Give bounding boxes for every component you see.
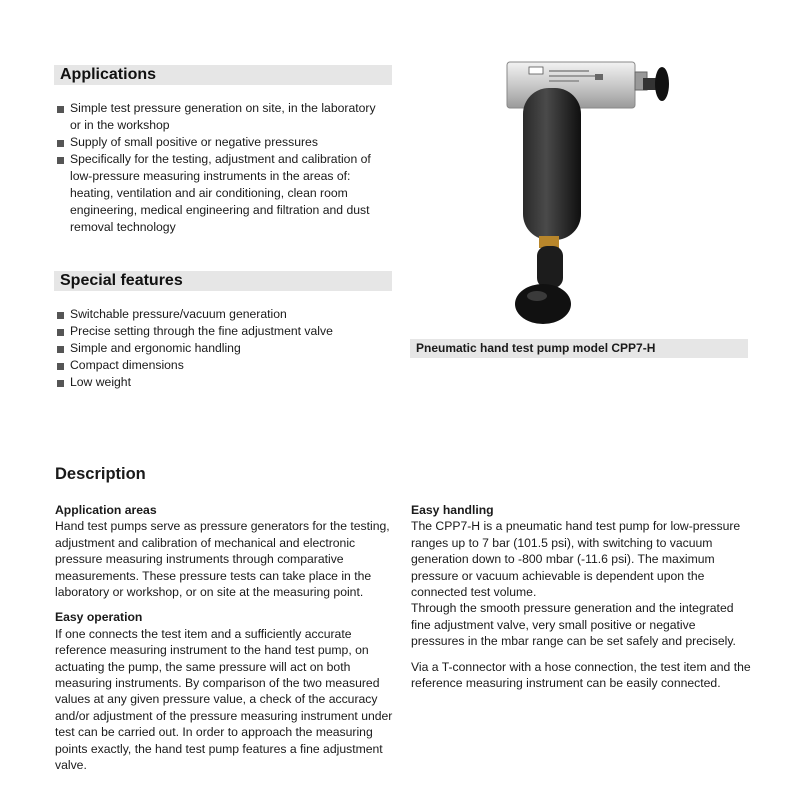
easy-handling-text: Via a T-connector with a hose connection, the test item and the reference measuring instrument can be easily connected. bbox=[411, 659, 751, 691]
pump-plunger-handle bbox=[515, 246, 571, 324]
list-item: Supply of small positive or negative pressures bbox=[57, 134, 387, 151]
description-left-column bbox=[55, 502, 395, 774]
application-areas-text: Hand test pumps serve as pressure generators for the testing, adjustment and calibration of mechanical and electronic pressure measuring instruments through comparative measurements. These pressure tests can take place in the laboratory or workshop, or on site at the measuring point. bbox=[55, 519, 390, 600]
list-item: Compact dimensions bbox=[57, 357, 387, 374]
easy-operation-text: If one connects the test item and a sufficiently accurate reference measuring instrument to the hand test pump, on actuating the pump, the same pressure will act on both measuring instruments. By comparison of the two measured values at any given pressure value, a check of the accuracy and/or adjustment of the pressure measuring instrument under test can be carried out. In order to approach the measuring points exactly, the hand test pump features a fine adjustment valve. bbox=[55, 626, 393, 773]
easy-handling-text: Through the smooth pressure generation and the integrated fine adjustment valve, very small positive or negative pressures in the mbar range can be set safely and precisely. bbox=[411, 601, 736, 649]
special-features-heading: Special features bbox=[54, 271, 392, 291]
applications-heading: Applications bbox=[54, 65, 392, 85]
pump-grip bbox=[523, 88, 581, 240]
list-item: Precise setting through the fine adjustment valve bbox=[57, 323, 387, 340]
easy-handling-title: Easy handling bbox=[411, 503, 494, 517]
application-areas-title: Application areas bbox=[55, 503, 157, 517]
easy-handling-text: The CPP7-H is a pneumatic hand test pump for low-pressure ranges up to 7 bar (101.5 psi), with switching to vacuum generation down to -800 mbar (-11.6 psi). The maximum pressure or vacuum achievable is dependent upon the connected test volume. bbox=[411, 519, 741, 600]
list-item: Specifically for the testing, adjustment and calibration of low-pressure measuring instruments in the areas of: heating, ventilation and air conditioning, clean room engineering, medical engineering and filtration and dust removal technology bbox=[57, 151, 387, 236]
special-features-list bbox=[57, 306, 387, 391]
list-item: Simple and ergonomic handling bbox=[57, 340, 387, 357]
hand-pump-product-image bbox=[485, 58, 685, 328]
description-heading: Description bbox=[55, 465, 146, 483]
image-caption: Pneumatic hand test pump model CPP7-H bbox=[410, 339, 748, 358]
list-item: Low weight bbox=[57, 374, 387, 391]
applications-list bbox=[57, 100, 387, 236]
description-right-column bbox=[411, 502, 751, 691]
easy-operation-title: Easy operation bbox=[55, 610, 143, 625]
list-item: Simple test pressure generation on site, in the laboratory or in the workshop bbox=[57, 100, 387, 134]
list-item: Switchable pressure/vacuum generation bbox=[57, 306, 387, 323]
